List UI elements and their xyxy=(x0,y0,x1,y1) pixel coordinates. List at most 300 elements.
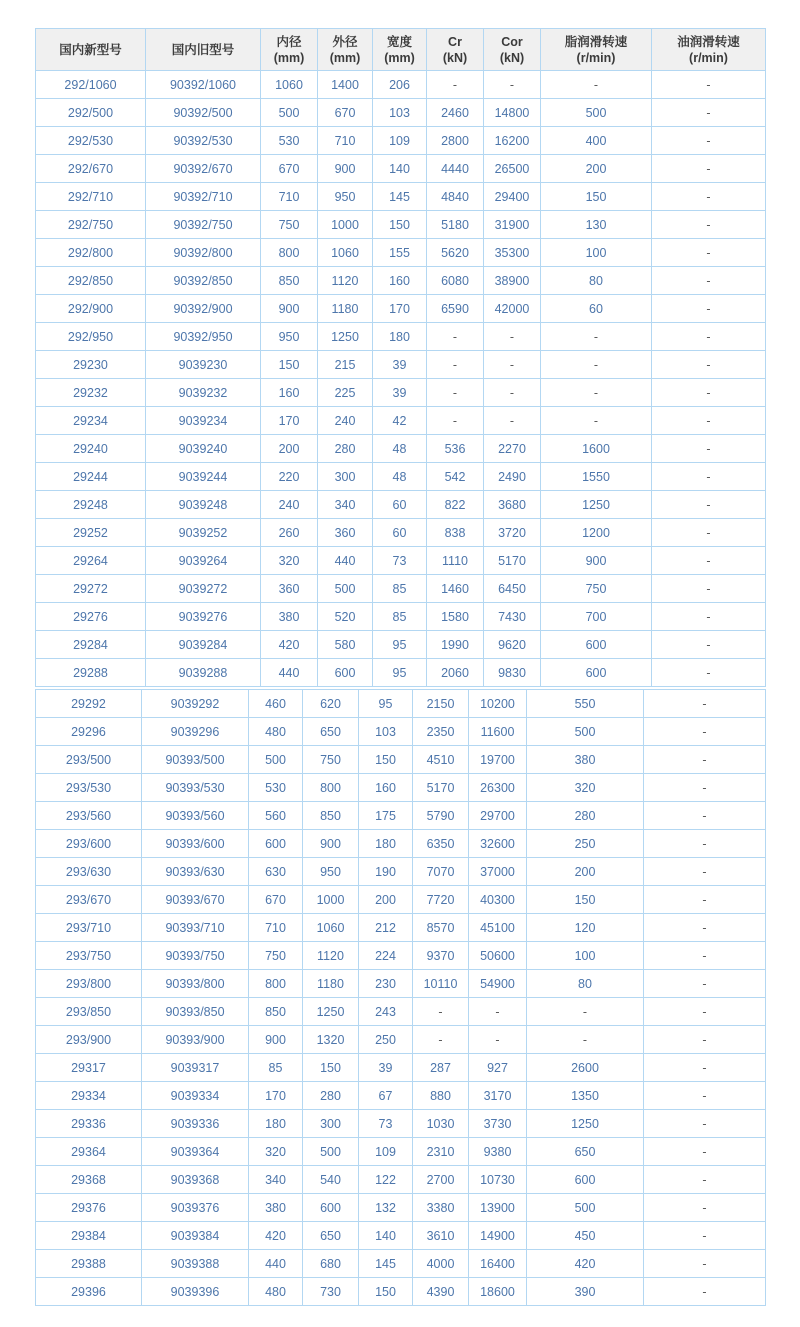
cell: 280 xyxy=(303,1082,359,1110)
cell: 206 xyxy=(373,71,427,99)
cell: 600 xyxy=(318,659,373,687)
cell: 900 xyxy=(249,1026,303,1054)
table-row xyxy=(36,746,766,774)
cell: 1000 xyxy=(318,211,373,239)
cell: - xyxy=(541,351,652,379)
cell: 750 xyxy=(261,211,318,239)
cell: 29272 xyxy=(36,575,146,603)
cell: 3610 xyxy=(413,1222,469,1250)
cell: 850 xyxy=(303,802,359,830)
cell: - xyxy=(644,1138,766,1166)
cell: 90393/750 xyxy=(142,942,249,970)
cell: 950 xyxy=(303,858,359,886)
cell: 29368 xyxy=(36,1166,142,1194)
cell: 9039334 xyxy=(142,1082,249,1110)
table-row xyxy=(36,1054,766,1082)
cell: - xyxy=(644,858,766,886)
cell: 900 xyxy=(303,830,359,858)
cell: 90393/630 xyxy=(142,858,249,886)
column-header: 油润滑转速 (r/min) xyxy=(652,29,766,71)
cell: 1350 xyxy=(527,1082,644,1110)
table-row xyxy=(36,802,766,830)
cell: 29232 xyxy=(36,379,146,407)
cell: 380 xyxy=(527,746,644,774)
cell: - xyxy=(484,407,541,435)
cell: 1060 xyxy=(261,71,318,99)
cell: 250 xyxy=(527,830,644,858)
cell: 650 xyxy=(303,718,359,746)
cell: 9039384 xyxy=(142,1222,249,1250)
cell: 2060 xyxy=(427,659,484,687)
cell: - xyxy=(644,746,766,774)
cell: 38900 xyxy=(484,267,541,295)
cell: 292/710 xyxy=(36,183,146,211)
cell: 175 xyxy=(359,802,413,830)
cell: 80 xyxy=(527,970,644,998)
cell: 150 xyxy=(261,351,318,379)
cell: 85 xyxy=(373,575,427,603)
cell: - xyxy=(541,407,652,435)
header-row xyxy=(36,29,766,71)
table-row xyxy=(36,1278,766,1306)
cell: 35300 xyxy=(484,239,541,267)
cell: 95 xyxy=(359,690,413,718)
cell: 48 xyxy=(373,435,427,463)
cell: 224 xyxy=(359,942,413,970)
cell: - xyxy=(644,970,766,998)
cell: 150 xyxy=(359,1278,413,1306)
cell: 293/500 xyxy=(36,746,142,774)
cell: 85 xyxy=(249,1054,303,1082)
cell: 280 xyxy=(527,802,644,830)
cell: 927 xyxy=(469,1054,527,1082)
cell: 420 xyxy=(261,631,318,659)
cell: 5790 xyxy=(413,802,469,830)
cell: 9039296 xyxy=(142,718,249,746)
cell: 29400 xyxy=(484,183,541,211)
cell: 500 xyxy=(527,718,644,746)
cell: 293/670 xyxy=(36,886,142,914)
column-header: 国内新型号 xyxy=(36,29,146,71)
cell: 440 xyxy=(261,659,318,687)
cell: 800 xyxy=(303,774,359,802)
cell: - xyxy=(652,211,766,239)
cell: 2310 xyxy=(413,1138,469,1166)
cell: - xyxy=(652,631,766,659)
table-row xyxy=(36,718,766,746)
cell: 536 xyxy=(427,435,484,463)
cell: 320 xyxy=(261,547,318,575)
cell: 9039264 xyxy=(146,547,261,575)
cell: 109 xyxy=(373,127,427,155)
cell: - xyxy=(427,379,484,407)
cell: 1120 xyxy=(303,942,359,970)
cell: 9039288 xyxy=(146,659,261,687)
cell: 6590 xyxy=(427,295,484,323)
cell: 29388 xyxy=(36,1250,142,1278)
cell: 90392/500 xyxy=(146,99,261,127)
column-header: 外径 (mm) xyxy=(318,29,373,71)
table-row xyxy=(36,603,766,631)
cell: - xyxy=(527,1026,644,1054)
table-row xyxy=(36,71,766,99)
cell: - xyxy=(652,127,766,155)
bearing-spec-table-lower xyxy=(35,689,766,1306)
cell: 440 xyxy=(318,547,373,575)
cell: 9039368 xyxy=(142,1166,249,1194)
cell: - xyxy=(644,802,766,830)
cell: 14800 xyxy=(484,99,541,127)
cell: 18600 xyxy=(469,1278,527,1306)
cell: 2460 xyxy=(427,99,484,127)
cell: 9039292 xyxy=(142,690,249,718)
cell: 9039317 xyxy=(142,1054,249,1082)
cell: 9039388 xyxy=(142,1250,249,1278)
table-row xyxy=(36,295,766,323)
cell: 293/750 xyxy=(36,942,142,970)
cell: - xyxy=(484,71,541,99)
cell: 16400 xyxy=(469,1250,527,1278)
cell: 90393/600 xyxy=(142,830,249,858)
cell: 2270 xyxy=(484,435,541,463)
table-body-upper xyxy=(36,71,766,687)
cell: - xyxy=(469,998,527,1026)
cell: 3380 xyxy=(413,1194,469,1222)
cell: 9370 xyxy=(413,942,469,970)
cell: - xyxy=(644,774,766,802)
cell: - xyxy=(652,99,766,127)
cell: 320 xyxy=(527,774,644,802)
cell: 710 xyxy=(249,914,303,942)
cell: 90393/800 xyxy=(142,970,249,998)
cell: 90393/500 xyxy=(142,746,249,774)
cell: 950 xyxy=(261,323,318,351)
cell: 1460 xyxy=(427,575,484,603)
cell: 750 xyxy=(303,746,359,774)
cell: 160 xyxy=(373,267,427,295)
cell: 180 xyxy=(373,323,427,351)
cell: 54900 xyxy=(469,970,527,998)
cell: 2800 xyxy=(427,127,484,155)
cell: 4440 xyxy=(427,155,484,183)
cell: 122 xyxy=(359,1166,413,1194)
cell: 60 xyxy=(541,295,652,323)
cell: 120 xyxy=(527,914,644,942)
cell: 90392/530 xyxy=(146,127,261,155)
cell: 9039248 xyxy=(146,491,261,519)
cell: 26300 xyxy=(469,774,527,802)
cell: 9039240 xyxy=(146,435,261,463)
cell: 100 xyxy=(541,239,652,267)
cell: 2700 xyxy=(413,1166,469,1194)
cell: 29240 xyxy=(36,435,146,463)
table-row xyxy=(36,463,766,491)
cell: 230 xyxy=(359,970,413,998)
cell: - xyxy=(652,295,766,323)
cell: 39 xyxy=(359,1054,413,1082)
cell: 90392/900 xyxy=(146,295,261,323)
cell: 6350 xyxy=(413,830,469,858)
cell: 293/710 xyxy=(36,914,142,942)
cell: 100 xyxy=(527,942,644,970)
cell: 150 xyxy=(373,211,427,239)
cell: 150 xyxy=(527,886,644,914)
cell: 39 xyxy=(373,351,427,379)
cell: - xyxy=(652,379,766,407)
cell: 212 xyxy=(359,914,413,942)
cell: - xyxy=(652,547,766,575)
cell: 90393/710 xyxy=(142,914,249,942)
column-header: 内径 (mm) xyxy=(261,29,318,71)
cell: - xyxy=(644,690,766,718)
cell: - xyxy=(652,603,766,631)
cell: 500 xyxy=(527,1194,644,1222)
cell: 19700 xyxy=(469,746,527,774)
table-row xyxy=(36,407,766,435)
cell: 90392/670 xyxy=(146,155,261,183)
cell: 1250 xyxy=(318,323,373,351)
cell: 293/560 xyxy=(36,802,142,830)
table-row xyxy=(36,1026,766,1054)
cell: 6450 xyxy=(484,575,541,603)
column-header: 国内旧型号 xyxy=(146,29,261,71)
cell: - xyxy=(427,351,484,379)
cell: 390 xyxy=(527,1278,644,1306)
cell: 29376 xyxy=(36,1194,142,1222)
cell: 9039272 xyxy=(146,575,261,603)
cell: 1060 xyxy=(318,239,373,267)
cell: 180 xyxy=(359,830,413,858)
table-row xyxy=(36,970,766,998)
cell: - xyxy=(652,71,766,99)
cell: 3680 xyxy=(484,491,541,519)
cell: 520 xyxy=(318,603,373,631)
cell: 60 xyxy=(373,519,427,547)
cell: - xyxy=(652,407,766,435)
cell: 900 xyxy=(318,155,373,183)
cell: 5170 xyxy=(484,547,541,575)
cell: 293/900 xyxy=(36,1026,142,1054)
cell: 31900 xyxy=(484,211,541,239)
bearing-spec-table-upper xyxy=(35,28,766,687)
cell: 160 xyxy=(261,379,318,407)
cell: 48 xyxy=(373,463,427,491)
cell: 900 xyxy=(261,295,318,323)
cell: 29284 xyxy=(36,631,146,659)
cell: 500 xyxy=(249,746,303,774)
cell: 6080 xyxy=(427,267,484,295)
cell: - xyxy=(652,491,766,519)
cell: 380 xyxy=(261,603,318,631)
cell: 4840 xyxy=(427,183,484,211)
cell: 16200 xyxy=(484,127,541,155)
table-row xyxy=(36,351,766,379)
cell: - xyxy=(527,998,644,1026)
cell: 420 xyxy=(249,1222,303,1250)
cell: 10110 xyxy=(413,970,469,998)
cell: 1400 xyxy=(318,71,373,99)
cell: 750 xyxy=(541,575,652,603)
cell: 630 xyxy=(249,858,303,886)
cell: - xyxy=(652,183,766,211)
cell: 73 xyxy=(359,1110,413,1138)
cell: 800 xyxy=(261,239,318,267)
cell: 600 xyxy=(303,1194,359,1222)
column-header: 脂润滑转速 (r/min) xyxy=(541,29,652,71)
cell: 340 xyxy=(318,491,373,519)
cell: 9039230 xyxy=(146,351,261,379)
column-header: Cor (kN) xyxy=(484,29,541,71)
cell: 5180 xyxy=(427,211,484,239)
table-row xyxy=(36,1082,766,1110)
cell: 400 xyxy=(541,127,652,155)
cell: 440 xyxy=(249,1250,303,1278)
table-row xyxy=(36,774,766,802)
cell: 680 xyxy=(303,1250,359,1278)
table-row xyxy=(36,1222,766,1250)
cell: 90392/1060 xyxy=(146,71,261,99)
cell: 1580 xyxy=(427,603,484,631)
cell: 293/630 xyxy=(36,858,142,886)
cell: - xyxy=(652,155,766,183)
cell: 109 xyxy=(359,1138,413,1166)
cell: 2150 xyxy=(413,690,469,718)
cell: 260 xyxy=(261,519,318,547)
bearing-spec-table-area xyxy=(35,28,765,1306)
table-row xyxy=(36,379,766,407)
cell: 73 xyxy=(373,547,427,575)
cell: - xyxy=(644,1250,766,1278)
cell: - xyxy=(644,718,766,746)
cell: 90392/850 xyxy=(146,267,261,295)
cell: 90393/670 xyxy=(142,886,249,914)
cell: 530 xyxy=(261,127,318,155)
cell: - xyxy=(413,1026,469,1054)
cell: 7720 xyxy=(413,886,469,914)
cell: 5620 xyxy=(427,239,484,267)
cell: - xyxy=(484,379,541,407)
cell: 1250 xyxy=(541,491,652,519)
cell: 850 xyxy=(249,998,303,1026)
cell: 225 xyxy=(318,379,373,407)
table-row xyxy=(36,1194,766,1222)
table-row xyxy=(36,127,766,155)
cell: 145 xyxy=(359,1250,413,1278)
cell: 292/950 xyxy=(36,323,146,351)
cell: 1120 xyxy=(318,267,373,295)
cell: 1180 xyxy=(303,970,359,998)
cell: - xyxy=(469,1026,527,1054)
cell: 95 xyxy=(373,631,427,659)
cell: 42000 xyxy=(484,295,541,323)
cell: 103 xyxy=(373,99,427,127)
cell: 4000 xyxy=(413,1250,469,1278)
cell: - xyxy=(413,998,469,1026)
cell: - xyxy=(427,71,484,99)
cell: - xyxy=(652,463,766,491)
column-header: Cr (kN) xyxy=(427,29,484,71)
cell: 900 xyxy=(541,547,652,575)
cell: 800 xyxy=(249,970,303,998)
cell: 9380 xyxy=(469,1138,527,1166)
cell: - xyxy=(652,659,766,687)
column-header: 宽度 (mm) xyxy=(373,29,427,71)
cell: 850 xyxy=(261,267,318,295)
cell: 170 xyxy=(261,407,318,435)
cell: 90393/850 xyxy=(142,998,249,1026)
cell: 90393/530 xyxy=(142,774,249,802)
cell: 1180 xyxy=(318,295,373,323)
cell: 170 xyxy=(373,295,427,323)
cell: 243 xyxy=(359,998,413,1026)
cell: - xyxy=(644,1082,766,1110)
cell: 170 xyxy=(249,1082,303,1110)
table-row xyxy=(36,491,766,519)
cell: 480 xyxy=(249,718,303,746)
cell: - xyxy=(644,1054,766,1082)
cell: 9039252 xyxy=(146,519,261,547)
cell: 292/500 xyxy=(36,99,146,127)
table-row xyxy=(36,631,766,659)
cell: 2600 xyxy=(527,1054,644,1082)
cell: 1600 xyxy=(541,435,652,463)
table-row xyxy=(36,690,766,718)
cell: 150 xyxy=(303,1054,359,1082)
cell: 29292 xyxy=(36,690,142,718)
cell: - xyxy=(644,1110,766,1138)
cell: - xyxy=(652,575,766,603)
cell: 500 xyxy=(303,1138,359,1166)
cell: 9039244 xyxy=(146,463,261,491)
cell: 200 xyxy=(527,858,644,886)
cell: 1990 xyxy=(427,631,484,659)
cell: - xyxy=(644,1194,766,1222)
table-row xyxy=(36,99,766,127)
cell: - xyxy=(652,267,766,295)
cell: - xyxy=(541,379,652,407)
table-row xyxy=(36,858,766,886)
cell: - xyxy=(427,323,484,351)
cell: 500 xyxy=(261,99,318,127)
cell: 292/750 xyxy=(36,211,146,239)
cell: 240 xyxy=(318,407,373,435)
cell: 1550 xyxy=(541,463,652,491)
cell: 838 xyxy=(427,519,484,547)
cell: 293/850 xyxy=(36,998,142,1026)
cell: 14900 xyxy=(469,1222,527,1250)
cell: 9039336 xyxy=(142,1110,249,1138)
cell: 85 xyxy=(373,603,427,631)
cell: 42 xyxy=(373,407,427,435)
cell: 1110 xyxy=(427,547,484,575)
table-row xyxy=(36,155,766,183)
cell: 600 xyxy=(527,1166,644,1194)
cell: 90392/950 xyxy=(146,323,261,351)
cell: 220 xyxy=(261,463,318,491)
cell: 292/530 xyxy=(36,127,146,155)
cell: 67 xyxy=(359,1082,413,1110)
cell: 1200 xyxy=(541,519,652,547)
cell: - xyxy=(541,323,652,351)
cell: 29700 xyxy=(469,802,527,830)
cell: 650 xyxy=(527,1138,644,1166)
cell: 600 xyxy=(541,631,652,659)
cell: - xyxy=(644,886,766,914)
cell: 292/670 xyxy=(36,155,146,183)
cell: 90392/800 xyxy=(146,239,261,267)
cell: 3170 xyxy=(469,1082,527,1110)
table-row xyxy=(36,830,766,858)
